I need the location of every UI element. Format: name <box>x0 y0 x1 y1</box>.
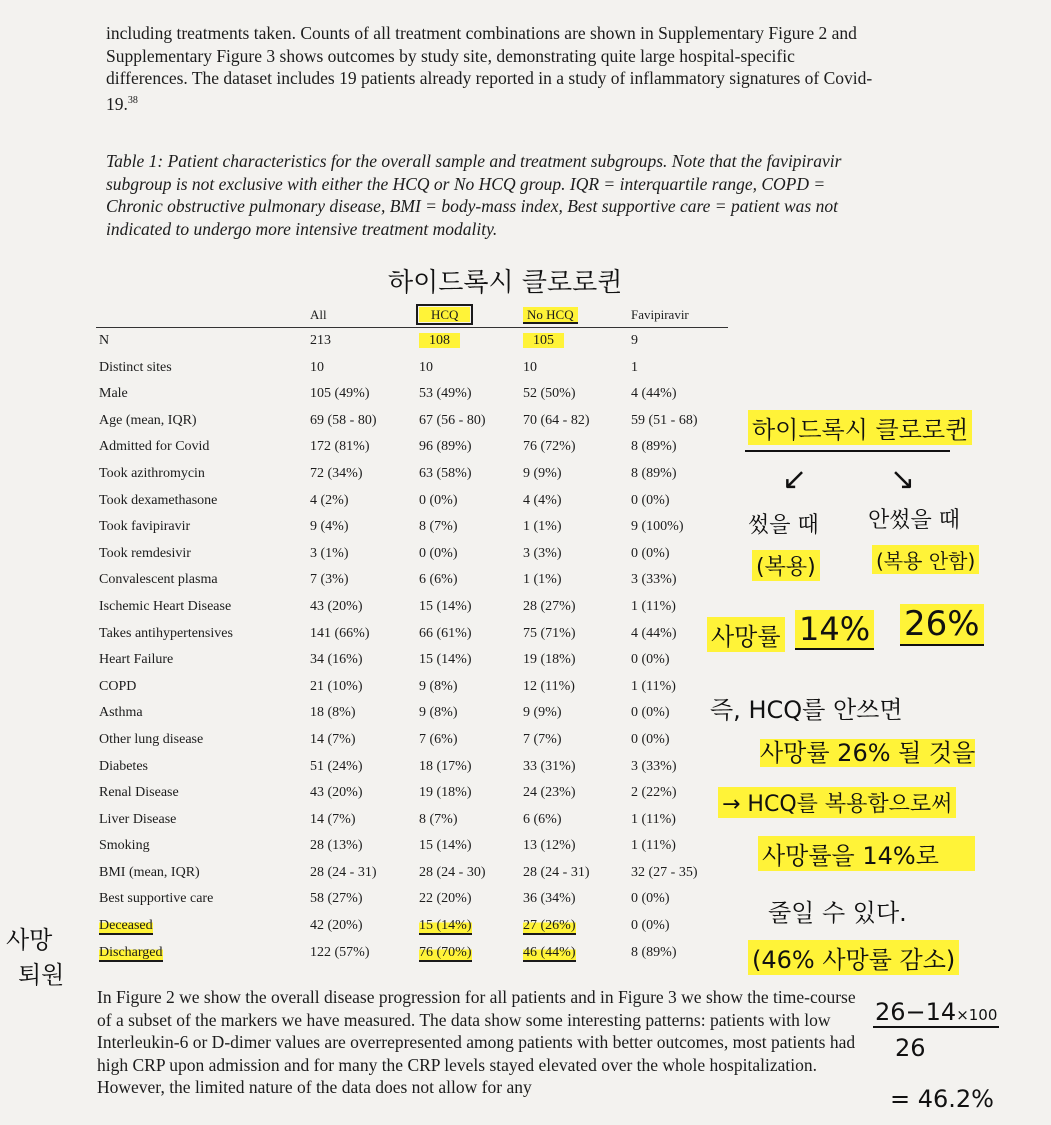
annotation-line2: 사망률 26% 될 것을 <box>760 739 976 767</box>
cell-value: 28 (27%) <box>523 598 576 614</box>
intro-paragraph: including treatments taken. Counts of all treatment combinations are shown in Supplementary Figure 2 and Supplementary Figure 3 shows outcomes by study site, demonstrating quite large hospital-specific differences. The dataset includes 19 patients already reported in a study of inflammatory signatures of Covid-19.38 <box>106 23 873 114</box>
cell-value: 0 (0%) <box>631 492 670 508</box>
cell-value: 18 (8%) <box>310 705 356 721</box>
cell-value: 18 (17%) <box>419 758 472 774</box>
cell-value: 22 (20%) <box>419 891 472 907</box>
cell-value: 0 (0%) <box>631 731 670 747</box>
annotation-summary: (46% 사망률 감소) <box>748 940 959 975</box>
cell-value: 9 (9%) <box>523 465 562 481</box>
annotation-calc-den: 26 <box>895 1034 926 1062</box>
row-label: Male <box>99 386 128 402</box>
cell-value: 3 (33%) <box>631 572 677 588</box>
cell-value: 105 (49%) <box>310 386 370 402</box>
annotation-line3: → HCQ를 복용함으로써 <box>718 787 956 818</box>
annotation-took-paren: (복용) <box>752 550 820 581</box>
cell-value: 0 (0%) <box>631 918 670 934</box>
cell-value: 172 (81%) <box>310 439 370 455</box>
cell-value: 108 <box>416 328 520 355</box>
cell-value: 7 (6%) <box>419 731 458 747</box>
table-row <box>96 381 728 408</box>
reference-superscript: 38 <box>127 94 138 106</box>
table-caption: Table 1: Patient characteristics for the overall sample and treatment subgroups. Note that the favipiravir subgroup is not exclusive with either the HCQ or No HCQ group. IQR = interquartile range, COPD = Chronic obstructive pulmonary disease, BMI = body-mass index, Best supportive care = patient was not indicated to undergo more intensive treatment modality. <box>106 151 842 239</box>
table-row <box>96 621 728 648</box>
cell-value: 213 <box>310 333 331 348</box>
row-label: Took azithromycin <box>99 465 205 481</box>
table-row <box>96 328 728 355</box>
cell-value: 0 (0%) <box>631 891 670 907</box>
table-row <box>96 594 728 621</box>
cell-value: 8 (7%) <box>419 519 458 535</box>
annotation-took: 썼을 때 <box>748 513 819 538</box>
cell-value: 28 (24 - 30) <box>419 864 486 880</box>
annotation-not-took: 안썼을 때 <box>868 508 961 533</box>
cell-value: 9 <box>631 333 638 348</box>
bottom-paragraph: In Figure 2 we show the overall disease progression for all patients and in Figure 3 we show the time-course of a subset of the markers we have measured. The data show some interesting patterns: patients with low Interleukin-6 or D-dimer values are overrepresented among patients with better outcomes, most patients had high CRP upon admission and for many the CRP levels stayed elevated over the whole hospitalization. However, the limited nature of the data does not allow for any <box>97 987 856 1097</box>
row-label: Deceased <box>99 918 153 934</box>
table-row <box>96 674 728 701</box>
annotation-left-discharged: 퇴원 <box>18 961 65 989</box>
cell-value: 67 (56 - 80) <box>419 412 486 428</box>
header-all: All <box>310 307 327 322</box>
cell-value: 8 (89%) <box>631 944 677 960</box>
annotation-left-deceased: 사망 <box>6 926 53 954</box>
cell-value: 19 (18%) <box>419 785 472 801</box>
table-row <box>96 780 728 807</box>
row-label: N <box>99 333 110 348</box>
cell-value: 3 (33%) <box>631 758 677 774</box>
cell-value: 27 (26%) <box>523 918 576 934</box>
cell-value: 42 (20%) <box>310 918 363 934</box>
cell-value: 21 (10%) <box>310 678 363 694</box>
annotation-line1: 즉, HCQ를 안쓰면 <box>710 696 903 724</box>
table-row <box>96 833 728 860</box>
cell-value: 76 (72%) <box>523 439 576 455</box>
cell-value: 0 (0%) <box>419 492 458 508</box>
cell-value: 15 (14%) <box>419 652 472 668</box>
row-label: Took dexamethasone <box>99 492 218 508</box>
cell-value: 15 (14%) <box>419 598 472 614</box>
row-label: Distinct sites <box>99 359 172 375</box>
cell-value: 1 (11%) <box>631 838 676 854</box>
table-row <box>96 567 728 594</box>
cell-value: 14 (7%) <box>310 731 356 747</box>
cell-value: 70 (64 - 82) <box>523 412 590 428</box>
cell-value: 76 (70%) <box>419 944 472 960</box>
cell-value: 6 (6%) <box>419 572 458 588</box>
annotation-mortality-nohcq: 26% <box>900 604 984 646</box>
row-label: Age (mean, IQR) <box>99 412 197 428</box>
cell-value: 8 (7%) <box>419 811 458 827</box>
cell-value: 7 (3%) <box>310 572 349 588</box>
cell-value: 105 <box>520 328 628 355</box>
cell-value: 6 (6%) <box>523 811 562 827</box>
cell-value: 58 (27%) <box>310 891 363 907</box>
cell-value: 46 (44%) <box>523 944 576 960</box>
cell-value: 9 (4%) <box>310 519 349 535</box>
cell-value: 1 (11%) <box>631 811 676 827</box>
cell-value: 4 (44%) <box>631 386 677 402</box>
annotation-not-took-paren: (복용 안함) <box>872 545 979 574</box>
cell-value: 1 (1%) <box>523 572 562 588</box>
cell-value: 9 (8%) <box>419 705 458 721</box>
row-label: Admitted for Covid <box>99 439 210 455</box>
cell-value: 24 (23%) <box>523 785 576 801</box>
cell-value: 1 <box>631 359 638 375</box>
annotation-calc-num: 26−14×100 <box>875 998 998 1026</box>
table-row <box>96 541 728 568</box>
cell-value: 1 (11%) <box>631 598 676 614</box>
annotation-line4: 사망률을 14%로 <box>758 836 975 871</box>
cell-value: 66 (61%) <box>419 625 472 641</box>
row-label: Asthma <box>99 705 143 721</box>
table-row <box>96 940 728 967</box>
cell-value: 96 (89%) <box>419 439 472 455</box>
table-row <box>96 647 728 674</box>
cell-value: 72 (34%) <box>310 465 363 481</box>
row-label: Heart Failure <box>99 652 174 668</box>
cell-value: 14 (7%) <box>310 811 356 827</box>
cell-value: 59 (51 - 68) <box>631 412 698 428</box>
cell-value: 8 (89%) <box>631 439 677 455</box>
cell-value: 33 (31%) <box>523 758 576 774</box>
header-hcq: HCQ <box>416 303 520 328</box>
row-label: Diabetes <box>99 758 148 774</box>
table-row <box>96 700 728 727</box>
cell-value: 4 (2%) <box>310 492 349 508</box>
annotation-underline <box>745 450 950 452</box>
cell-value: 0 (0%) <box>631 705 670 721</box>
header-favipiravir: Favipiravir <box>631 307 689 322</box>
cell-value: 0 (0%) <box>419 545 458 561</box>
arrow-down-left-icon: ↙ <box>782 462 808 497</box>
cell-value: 4 (44%) <box>631 625 677 641</box>
cell-value: 51 (24%) <box>310 758 363 774</box>
annotation-calc-result: = 46.2% <box>890 1085 994 1113</box>
cell-value: 19 (18%) <box>523 652 576 668</box>
cell-value: 122 (57%) <box>310 944 370 960</box>
cell-value: 13 (12%) <box>523 838 576 854</box>
cell-value: 43 (20%) <box>310 598 363 614</box>
cell-value: 3 (1%) <box>310 545 349 561</box>
annotation-mortality-hcq: 14% <box>795 610 874 650</box>
cell-value: 32 (27 - 35) <box>631 864 698 880</box>
cell-value: 8 (89%) <box>631 465 677 481</box>
table-row <box>96 434 728 461</box>
row-label: BMI (mean, IQR) <box>99 864 200 880</box>
row-label: COPD <box>99 678 137 694</box>
cell-value: 12 (11%) <box>523 678 575 694</box>
table-body <box>96 328 728 967</box>
header-label <box>96 303 307 328</box>
table-row <box>96 860 728 887</box>
table-row <box>96 727 728 754</box>
table-row <box>96 355 728 382</box>
cell-value: 1 (11%) <box>631 678 676 694</box>
cell-value: 7 (7%) <box>523 731 562 747</box>
table-header-row <box>96 303 728 328</box>
row-label: Takes antihypertensives <box>99 625 233 641</box>
row-label: Smoking <box>99 838 150 854</box>
cell-value: 28 (24 - 31) <box>523 864 590 880</box>
cell-value: 1 (1%) <box>523 519 562 535</box>
row-label: Discharged <box>99 944 163 960</box>
table-row <box>96 408 728 435</box>
cell-value: 10 <box>523 359 537 375</box>
row-label: Renal Disease <box>99 785 179 801</box>
annotation-line5: 줄일 수 있다. <box>768 899 907 927</box>
row-label: Best supportive care <box>99 891 214 907</box>
annotation-mortality-label: 사망률 <box>707 617 785 652</box>
cell-value: 36 (34%) <box>523 891 576 907</box>
cell-value: 69 (58 - 80) <box>310 412 377 428</box>
cell-value: 15 (14%) <box>419 918 472 934</box>
cell-value: 141 (66%) <box>310 625 370 641</box>
cell-value: 34 (16%) <box>310 652 363 668</box>
row-label: Other lung disease <box>99 731 204 747</box>
cell-value: 10 <box>419 359 433 375</box>
cell-value: 3 (3%) <box>523 545 562 561</box>
cell-value: 9 (100%) <box>631 519 684 535</box>
cell-value: 2 (22%) <box>631 785 677 801</box>
cell-value: 53 (49%) <box>419 386 472 402</box>
row-label: Took favipiravir <box>99 519 191 535</box>
cell-value: 0 (0%) <box>631 652 670 668</box>
table-row <box>96 807 728 834</box>
cell-value: 15 (14%) <box>419 838 472 854</box>
table-row <box>96 754 728 781</box>
row-label: Took remdesivir <box>99 545 191 561</box>
cell-value: 0 (0%) <box>631 545 670 561</box>
table-row <box>96 886 728 913</box>
table-row <box>96 514 728 541</box>
cell-value: 4 (4%) <box>523 492 562 508</box>
row-label: Convalescent plasma <box>99 572 218 588</box>
row-label: Liver Disease <box>99 811 177 827</box>
cell-value: 28 (24 - 31) <box>310 864 377 880</box>
cell-value: 9 (9%) <box>523 705 562 721</box>
cell-value: 63 (58%) <box>419 465 472 481</box>
annotation-top-title: 하이드록시 클로로퀸 <box>388 268 623 298</box>
cell-value: 75 (71%) <box>523 625 576 641</box>
cell-value: 52 (50%) <box>523 386 576 402</box>
row-label: Ischemic Heart Disease <box>99 598 232 614</box>
arrow-down-right-icon: ↘ <box>890 462 916 497</box>
table-row <box>96 461 728 488</box>
cell-value: 9 (8%) <box>419 678 458 694</box>
cell-value: 10 <box>310 359 324 375</box>
table-row <box>96 913 728 940</box>
header-no-hcq: No HCQ <box>520 303 628 328</box>
patient-characteristics-table <box>96 303 728 966</box>
annotation-side-title: 하이드록시 클로로퀸 <box>748 410 972 445</box>
cell-value: 43 (20%) <box>310 785 363 801</box>
cell-value: 28 (13%) <box>310 838 363 854</box>
table-row <box>96 488 728 515</box>
